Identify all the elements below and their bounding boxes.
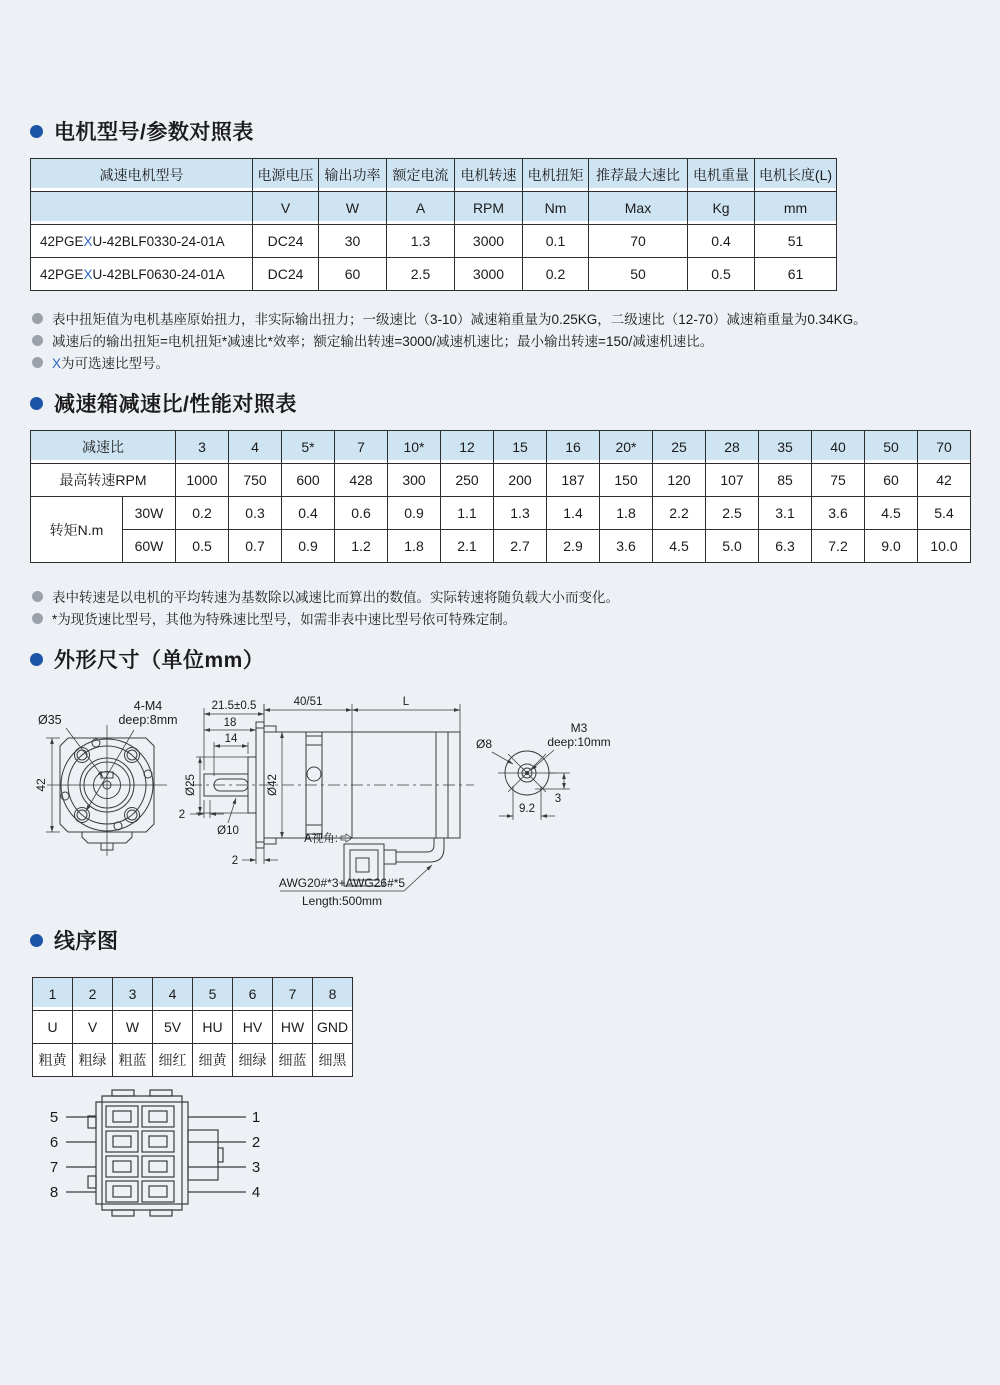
note-rest: 为可选速比型号。 bbox=[61, 356, 170, 371]
rpm-cell: 75 bbox=[812, 464, 865, 497]
model-suffix: U-42BLF0630-24-01A bbox=[92, 266, 225, 282]
torque-30w-cell: 2.2 bbox=[653, 497, 706, 530]
header-cell: 推荐最大速比 bbox=[589, 159, 688, 192]
connector-pin-label: 1 bbox=[251, 1109, 261, 1126]
signal-cell: HV bbox=[233, 1011, 273, 1044]
signal-cell: V bbox=[73, 1011, 113, 1044]
unit-cell: Max bbox=[589, 192, 688, 225]
ratio-cell: 70 bbox=[918, 431, 971, 464]
header-row bbox=[31, 159, 837, 192]
section-motor-table bbox=[30, 116, 254, 146]
torque-60w-cell: 10.0 bbox=[918, 530, 971, 563]
rpm-cell: 187 bbox=[547, 464, 600, 497]
ratio-cell: 35 bbox=[759, 431, 812, 464]
note-bullet-icon bbox=[32, 357, 43, 368]
model-suffix: U-42BLF0330-24-01A bbox=[92, 233, 225, 249]
header-row bbox=[31, 431, 971, 464]
table-row bbox=[31, 258, 837, 291]
ratio-cell: 12 bbox=[441, 431, 494, 464]
torque-30w-cell: 5.4 bbox=[918, 497, 971, 530]
rpm-cell: 150 bbox=[600, 464, 653, 497]
ratio-cell: 4 bbox=[229, 431, 282, 464]
ratio-cell: 3 bbox=[176, 431, 229, 464]
pin-cell: 1 bbox=[33, 978, 73, 1011]
value-cell: 3000 bbox=[455, 258, 523, 291]
note-bullet-icon bbox=[32, 335, 43, 346]
dim-side-total: 21.5±0.5 bbox=[211, 700, 257, 712]
ratio-cell: 7 bbox=[335, 431, 388, 464]
value-cell: 70 bbox=[589, 225, 688, 258]
note-highlight: X bbox=[52, 356, 62, 371]
ratio-cell: 50 bbox=[865, 431, 918, 464]
unit-cell: W bbox=[319, 192, 387, 225]
value-cell: 0.2 bbox=[523, 258, 589, 291]
connector-pin-label: 8 bbox=[49, 1184, 59, 1201]
note-text: 表中扭矩值为电机基座原始扭力，非实际输出扭力；一级速比（3-10）减速箱重量为0.25KG，二级速比（12-70）减速箱重量为0.34KG。 bbox=[52, 312, 867, 327]
rpm-cell: 250 bbox=[441, 464, 494, 497]
connector-diagram bbox=[40, 1086, 280, 1218]
section-bullet-icon bbox=[30, 125, 43, 138]
section-title: 线序图 bbox=[54, 930, 119, 953]
section-bullet-icon bbox=[30, 934, 43, 947]
header-cell: 输出功率 bbox=[319, 159, 387, 192]
torque-30w-cell: 0.4 bbox=[282, 497, 335, 530]
dim-front-size: 42 bbox=[34, 778, 48, 792]
header-cell: 减速电机型号 bbox=[31, 159, 253, 192]
view-a-label: A视角: bbox=[304, 833, 338, 845]
wire-color-cell: 粗蓝 bbox=[113, 1044, 153, 1077]
note-bullet-icon bbox=[32, 591, 43, 602]
rpm-cell: 1000 bbox=[176, 464, 229, 497]
ratio-cell: 25 bbox=[653, 431, 706, 464]
ratio-cell: 28 bbox=[706, 431, 759, 464]
dim-side-groove-2: 2 bbox=[231, 855, 239, 867]
ratio-cell: 15 bbox=[494, 431, 547, 464]
note-text: 减速后的输出扭矩=电机扭矩*减速比*效率；额定输出转速=3000/减速机速比；最小输出转速=150/减速机速比。 bbox=[52, 334, 714, 349]
dim-rear-offset: 3 bbox=[554, 793, 562, 805]
unit-cell: mm bbox=[755, 192, 837, 225]
note-bullet-icon bbox=[32, 613, 43, 624]
section-bullet-icon bbox=[30, 653, 43, 666]
section-wiring bbox=[30, 925, 119, 955]
model-prefix: 42PGE bbox=[40, 266, 84, 282]
signal-cell: HW bbox=[273, 1011, 313, 1044]
connector-pin-label: 2 bbox=[251, 1134, 261, 1151]
signal-cell: U bbox=[33, 1011, 73, 1044]
torque-60w-cell: 1.8 bbox=[388, 530, 441, 563]
value-cell: DC24 bbox=[253, 258, 319, 291]
model-ratio-placeholder: X bbox=[83, 233, 93, 249]
value-cell: 0.5 bbox=[688, 258, 755, 291]
note-line bbox=[32, 608, 516, 628]
section-title: 电机型号/参数对照表 bbox=[54, 121, 254, 144]
rpm-cell: 200 bbox=[494, 464, 547, 497]
wire-color-cell: 细红 bbox=[153, 1044, 193, 1077]
table-row bbox=[31, 225, 837, 258]
note-bullet-icon bbox=[32, 313, 43, 324]
pin-cell: 3 bbox=[113, 978, 153, 1011]
rpm-cell: 428 bbox=[335, 464, 388, 497]
value-cell: 0.4 bbox=[688, 225, 755, 258]
pin-cell: 5 bbox=[193, 978, 233, 1011]
signal-cell: GND bbox=[313, 1011, 353, 1044]
model-ratio-placeholder: X bbox=[83, 266, 93, 282]
dim-side-shaft-dia: Ø10 bbox=[217, 825, 239, 837]
torque-60w-row bbox=[31, 530, 971, 563]
rpm-cell: 107 bbox=[706, 464, 759, 497]
torque-60w-cell: 9.0 bbox=[865, 530, 918, 563]
unit-cell bbox=[31, 192, 253, 225]
rpm-row bbox=[31, 464, 971, 497]
rear-view bbox=[476, 721, 611, 820]
gearbox-ratio-table bbox=[30, 430, 971, 563]
dim-side-gear-len: 40/51 bbox=[293, 696, 323, 708]
rpm-cell: 60 bbox=[865, 464, 918, 497]
ratio-label-cell: 减速比 bbox=[31, 431, 176, 464]
torque-60w-cell: 7.2 bbox=[812, 530, 865, 563]
section-gearbox-table bbox=[30, 388, 297, 418]
value-cell: 61 bbox=[755, 258, 837, 291]
note-text: 表中转速是以电机的平均转速为基数除以减速比而算出的数值。实际转速将随负载大小而变化。 bbox=[52, 590, 619, 605]
cable-spec-label: AWG20#*3+AWG26#*5 bbox=[278, 876, 406, 890]
dim-rear-thread-depth: deep:10mm bbox=[547, 735, 611, 749]
ratio-cell: 40 bbox=[812, 431, 865, 464]
pin-cell: 4 bbox=[153, 978, 193, 1011]
ratio-cell: 5* bbox=[282, 431, 335, 464]
dim-side-motor-len: L bbox=[402, 696, 410, 708]
pin-cell: 2 bbox=[73, 978, 113, 1011]
torque-30w-cell: 0.3 bbox=[229, 497, 282, 530]
wire-color-cell: 细黄 bbox=[193, 1044, 233, 1077]
value-cell: 60 bbox=[319, 258, 387, 291]
torque-30w-cell: 0.6 bbox=[335, 497, 388, 530]
wire-color-cell: 粗绿 bbox=[73, 1044, 113, 1077]
torque-30w-cell: 1.1 bbox=[441, 497, 494, 530]
pin-cell: 7 bbox=[273, 978, 313, 1011]
torque-30w-cell: 1.4 bbox=[547, 497, 600, 530]
header-cell: 电机转速 bbox=[455, 159, 523, 192]
cable-length-label: Length:500mm bbox=[301, 894, 383, 908]
ratio-cell: 16 bbox=[547, 431, 600, 464]
torque-60w-label-cell: 60W bbox=[123, 530, 176, 563]
torque-60w-cell: 2.1 bbox=[441, 530, 494, 563]
note-line bbox=[32, 352, 169, 372]
torque-60w-cell: 0.5 bbox=[176, 530, 229, 563]
rpm-cell: 120 bbox=[653, 464, 706, 497]
wire-color-cell: 细黑 bbox=[313, 1044, 353, 1077]
header-cell: 电源电压 bbox=[253, 159, 319, 192]
header-cell: 电机重量 bbox=[688, 159, 755, 192]
unit-cell: A bbox=[387, 192, 455, 225]
connector-pin-label: 7 bbox=[49, 1159, 59, 1176]
dim-side-shaft-len: 18 bbox=[223, 717, 237, 729]
note-text bbox=[52, 352, 169, 372]
torque-60w-cell: 5.0 bbox=[706, 530, 759, 563]
torque-30w-cell: 0.2 bbox=[176, 497, 229, 530]
pin-cell: 8 bbox=[313, 978, 353, 1011]
section-title: 外形尺寸（单位mm） bbox=[54, 649, 265, 672]
rpm-cell: 600 bbox=[282, 464, 335, 497]
dim-front-holes: 4-M4 bbox=[133, 699, 163, 713]
section-dimensions bbox=[30, 644, 264, 674]
torque-60w-cell: 3.6 bbox=[600, 530, 653, 563]
torque-30w-cell: 3.1 bbox=[759, 497, 812, 530]
torque-60w-cell: 2.7 bbox=[494, 530, 547, 563]
ratio-cell: 20* bbox=[600, 431, 653, 464]
connector-pin-label: 4 bbox=[251, 1184, 261, 1201]
dim-rear-dia: Ø8 bbox=[476, 737, 493, 751]
value-cell: 0.1 bbox=[523, 225, 589, 258]
dim-rear-width: 9.2 bbox=[519, 803, 535, 815]
torque-60w-cell: 0.9 bbox=[282, 530, 335, 563]
pin-number-row bbox=[33, 978, 353, 1011]
motor-parameter-table bbox=[30, 158, 837, 291]
torque-30w-cell: 1.8 bbox=[600, 497, 653, 530]
torque-30w-cell: 2.5 bbox=[706, 497, 759, 530]
header-cell: 电机长度(L) bbox=[755, 159, 837, 192]
torque-60w-cell: 0.7 bbox=[229, 530, 282, 563]
torque-30w-cell: 0.9 bbox=[388, 497, 441, 530]
torque-label-cell: 转矩N.m bbox=[31, 497, 123, 563]
value-cell: DC24 bbox=[253, 225, 319, 258]
dim-front-dia: Ø35 bbox=[38, 713, 62, 727]
note-line bbox=[32, 330, 713, 350]
signal-cell: HU bbox=[193, 1011, 233, 1044]
value-cell: 51 bbox=[755, 225, 837, 258]
side-view bbox=[179, 696, 474, 908]
torque-30w-cell: 1.3 bbox=[494, 497, 547, 530]
ratio-cell: 10* bbox=[388, 431, 441, 464]
wire-color-cell: 细蓝 bbox=[273, 1044, 313, 1077]
torque-30w-cell: 3.6 bbox=[812, 497, 865, 530]
connector-pin-label: 3 bbox=[251, 1159, 261, 1176]
dim-side-groove-1: 2 bbox=[178, 809, 186, 821]
header-cell: 额定电流 bbox=[387, 159, 455, 192]
value-cell: 2.5 bbox=[387, 258, 455, 291]
unit-cell: RPM bbox=[455, 192, 523, 225]
rpm-cell: 300 bbox=[388, 464, 441, 497]
signal-cell: 5V bbox=[153, 1011, 193, 1044]
model-cell bbox=[31, 225, 253, 258]
dim-side-key-len: 14 bbox=[224, 733, 238, 745]
value-cell: 30 bbox=[319, 225, 387, 258]
rpm-cell: 85 bbox=[759, 464, 812, 497]
unit-cell: Kg bbox=[688, 192, 755, 225]
wire-color-cell: 粗黄 bbox=[33, 1044, 73, 1077]
connector-pin-label: 5 bbox=[49, 1109, 59, 1126]
value-cell: 3000 bbox=[455, 225, 523, 258]
dim-side-body-dia: Ø42 bbox=[267, 774, 279, 796]
torque-60w-cell: 1.2 bbox=[335, 530, 388, 563]
wiring-table bbox=[32, 977, 353, 1077]
value-cell: 1.3 bbox=[387, 225, 455, 258]
torque-30w-label-cell: 30W bbox=[123, 497, 176, 530]
dimension-drawing bbox=[30, 688, 970, 910]
unit-cell: V bbox=[253, 192, 319, 225]
rpm-cell: 750 bbox=[229, 464, 282, 497]
torque-60w-cell: 4.5 bbox=[653, 530, 706, 563]
note-line bbox=[32, 586, 619, 606]
rpm-label-cell: 最高转速RPM bbox=[31, 464, 176, 497]
rpm-cell: 42 bbox=[918, 464, 971, 497]
pin-cell: 6 bbox=[233, 978, 273, 1011]
dim-rear-thread: M3 bbox=[570, 721, 588, 735]
unit-cell: Nm bbox=[523, 192, 589, 225]
value-cell: 50 bbox=[589, 258, 688, 291]
signal-row bbox=[33, 1011, 353, 1044]
wire-color-row bbox=[33, 1044, 353, 1077]
unit-row bbox=[31, 192, 837, 225]
torque-30w-cell: 4.5 bbox=[865, 497, 918, 530]
dim-side-collar-dia: Ø25 bbox=[185, 774, 197, 796]
model-cell bbox=[31, 258, 253, 291]
torque-30w-row bbox=[31, 497, 971, 530]
note-text: *为现货速比型号，其他为特殊速比型号，如需非表中速比型号依可特殊定制。 bbox=[52, 612, 517, 627]
note-line bbox=[32, 308, 867, 328]
signal-cell: W bbox=[113, 1011, 153, 1044]
torque-60w-cell: 2.9 bbox=[547, 530, 600, 563]
connector-pin-label: 6 bbox=[49, 1134, 59, 1151]
dim-front-holes-depth: deep:8mm bbox=[118, 713, 178, 727]
section-bullet-icon bbox=[30, 397, 43, 410]
wire-color-cell: 细绿 bbox=[233, 1044, 273, 1077]
section-title: 减速箱减速比/性能对照表 bbox=[54, 393, 297, 416]
torque-60w-cell: 6.3 bbox=[759, 530, 812, 563]
front-view bbox=[34, 699, 178, 856]
model-prefix: 42PGE bbox=[40, 233, 84, 249]
header-cell: 电机扭矩 bbox=[523, 159, 589, 192]
